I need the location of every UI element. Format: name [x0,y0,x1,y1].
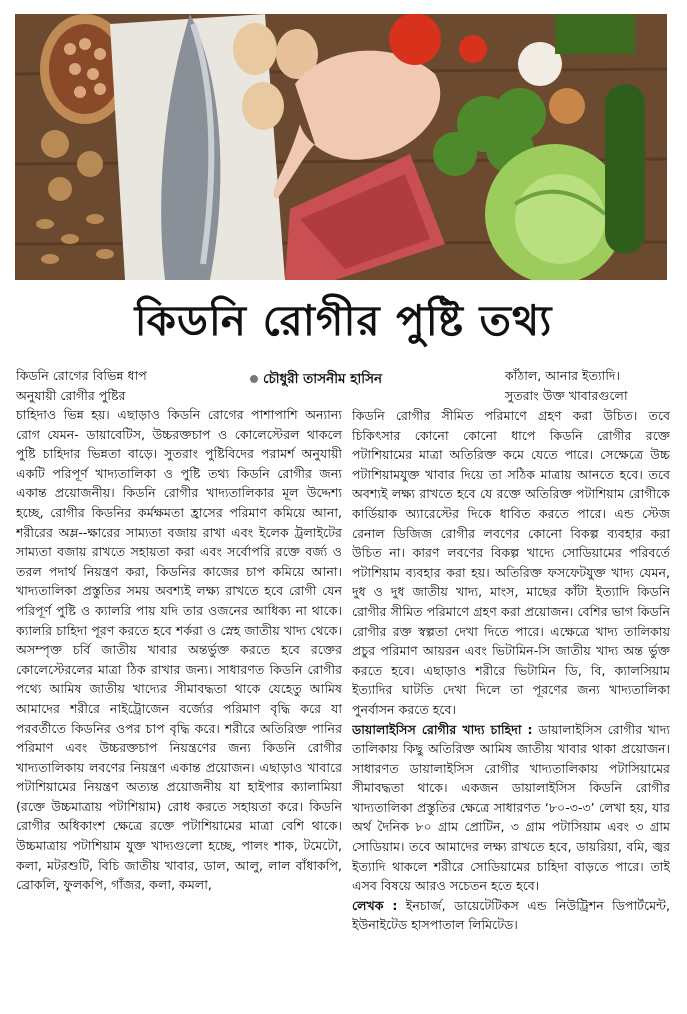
right-column [352,406,670,1006]
byline-text: চৌধুরী তাসনীম হাসিন [263,371,383,387]
left-column [16,366,342,1006]
right-intro-line: কাঁঠাল, আনার ইত্যাদি। [505,368,621,383]
dialysis-body-text: ডায়ালাইসিস রোগীর খাদ্য তালিকায় কিছু অতিরিক্ত আমিষ জাতীয় খাবার থাকা প্রয়োজন। সাধারণত ডায়ালাইসিস রোগীর খাদ্যতালিকায় পটাসিয়ামের সীমাবদ্ধতা থাকে। একজন ডায়ালাইসিস কিডনি রোগীর খাদ্যতালিকা প্রস্তুতির ক্ষেত্রে সাধারণত ‘৮০-৩-৩’ লেখা হয়, যার অর্থ দৈনিক ৮০ গ্রাম প্রোটিন, ৩ গ্রাম পটাসিয়াম এবং ৩ গ্রাম সোডিয়াম। তবে আমাদের লক্ষ্য রাখতে হবে, ডায়রিয়া, বমি, জ্বর ইত্যাদি থাকলে শরীরে সোডিয়ামের চাহিদা বাড়তে পারে। তাই এসব বিষয়ে আরও সচেতন হতে হবে। [352,721,670,894]
author-info: ইনচার্জ, ডায়েটেটিকস এন্ড নিউট্রিশন ডিপার্টমেন্ট, ইউনাইটেড হাসপাতাল লিমিটেড। [352,897,670,933]
food-photo [15,14,667,280]
right-intro [505,366,675,405]
right-body-text: কিডনি রোগীর সীমিত পরিমাণে গ্রহণ করা উচিত। তবে চিকিৎসার কোনো কোনো ধাপে কিডনি রোগীর রক্তে পটাশিয়ামের মাত্রা অতিরিক্ত কমে যেতে পারে। সেক্ষেত্রে উচ্চ পটাশিয়ামযুক্ত খাবার দিয়ে তা সঠিক মাত্রায় আনতে হবে। তবে অবশ্যই লক্ষ্য রাখতে হবে যে রক্তে অতিরিক্ত পটাশিয়াম রোগীকে কার্ডিয়াক অ্যারেস্টের দিকে ধাবিত করতে পারে। এন্ড স্টেজ রেনাল ডিজিজ রোগীর লবণের কোনো বিকল্প ব্যবহার করা উচিত না। কারণ লবণের বিকল্প খাদ্যে সোডিয়ামের পরিবর্তে পটাশিয়াম ব্যবহার করা হয়। অতিরিক্ত ফসফেটযুক্ত খাদ্য যেমন, দুধ ও দুধ জাতীয় খাদ্য, মাংস, মাছের কাঁটা ইত্যাদি কিডনি রোগীর সীমিত পরিমাণে গ্রহণ করা প্রয়োজন। বেশির ভাগ কিডনি রোগীর রক্ত স্বল্পতা দেখা দিতে পারে। এক্ষেত্রে খাদ্য তালিকায় প্রচুর পরিমাণ আয়রন এবং ভিটামিন-সি জাতীয় খাদ্য অন্ত র্ভুক্ত করতে হবে। এছাড়াও শরীরে ভিটামিন ডি, বি, ক্যালসিয়াম ইত্যাদির ঘাটতি দেখা দিলে তা পূরণের জন্য খাদ্যতালিকা পুনর্বাসন করতে হবে। [352,408,670,717]
left-intro-line: অনুযায়ী রোগীর পুষ্টির [16,387,126,403]
food-photo-icon [15,14,667,280]
right-intro-line: সুতরাং উক্ত খাবারগুলো [505,387,628,403]
dialysis-heading: ডায়ালাইসিস রোগীর খাদ্য চাহিদা : [352,721,533,737]
left-body-text: চাহিদাও ভিন্ন হয়। এছাড়াও কিডনি রোগের পাশাপাশি অন্যান্য রোগ যেমন- ডায়াবেটিস, উচ্চরক্তচাপ ও কোলেস্টেরল থাকলে পুষ্টি চাহিদার ভিন্নতা বাড়ে। সুতরাং পুষ্টিবিদের পরামর্শ অনুযায়ী একটি পরিপূর্ণ খাদ্যতালিকা ও পুষ্টি তথ্য কিডনি রোগীর জন্য একান্ত প্রয়োজনীয়। কিডনি রোগীর খাদ্যতালিকার মূল উদ্দেশ্য হচ্ছে, রোগীর কিডনির কর্মক্ষমতা হ্রাসের পরিমাণ কমিয়ে আনা, শরীরের অম্ল--ক্ষারের সাম্যতা বজায় রাখা এবং ইলেক ট্রলাইটের সাম্যতা বজায় রাখতে সহায়তা করা এবং সর্বোপরি রক্তে বর্জ্য ও তরল পদার্থ নিয়ন্ত্রণ করা, কিডনির কাজের চাপ কমিয়ে আনা। খাদ্যতালিকা প্রস্তুতির সময় অবশ্যই লক্ষ্য রাখতে হবে রোগী যেন পরিপূর্ণ পুষ্টি ও ক্যালরি পায় যদি তার ওজনের আধিক্য না থাকে। ক্যালরি চাহিদা পূরণ করতে হবে শর্করা ও স্নেহ জাতীয় খাদ্য থেকে। অসম্পৃক্ত চর্বি জাতীয় খাবার অন্তর্ভুক্ত করতে হবে রক্তের কোলেস্টেরলের মাত্রা ঠিক রাখার জন্য। সাধারণত কিডনি রোগীর পথ্যে আমিষ জাতীয় খাদ্যের সীমাবদ্ধতা থাকে যেহেতু আমিষ আমাদের শরীরে নাইট্রোজেন বর্জ্যের পরিমাণ বৃদ্ধি করে যা পরবর্তীতে কিডনির ওপর চাপ বৃদ্ধি করে। শরীরে অতিরিক্ত পানির পরিমাণ এবং উচ্চরক্তচাপ নিয়ন্ত্রণের জন্য কিডনি রোগীর খাদ্যতালিকায় লবণের নিয়ন্ত্রণ একান্ত প্রয়োজন। এছাড়াও খাবারে পটাশিয়ামের নিয়ন্ত্রণ অত্যন্ত প্রয়োজনীয় যা হাইপার ক্যালামিয়া (রক্তে উচ্চমাত্রায় পটাশিয়াম) রোধ করতে সহায়তা করে। কিডনি রোগীর অধিকাংশ ক্ষেত্রে রক্তে পটাশিয়ামের মাত্রা বেশি থাকে। উচ্চমাত্রায় পটাশিয়াম যুক্ত খাদ্যগুলো হচ্ছে, পালং শাক, টমেটো, কলা, মটরশুটি, বিচি জাতীয় খাবার, ডাল, আলু, লাল বাঁধাকপি, ব্রোকলি, ফুলকপি, গাঁজর, কলা, কমলা, [16,407,342,893]
author-label: লেখক : [352,897,398,913]
left-intro-line: কিডনি রোগের বিভিন্ন ধাপ [16,368,147,383]
headline: কিডনি রোগীর পুষ্টি তথ্য [134,296,553,345]
